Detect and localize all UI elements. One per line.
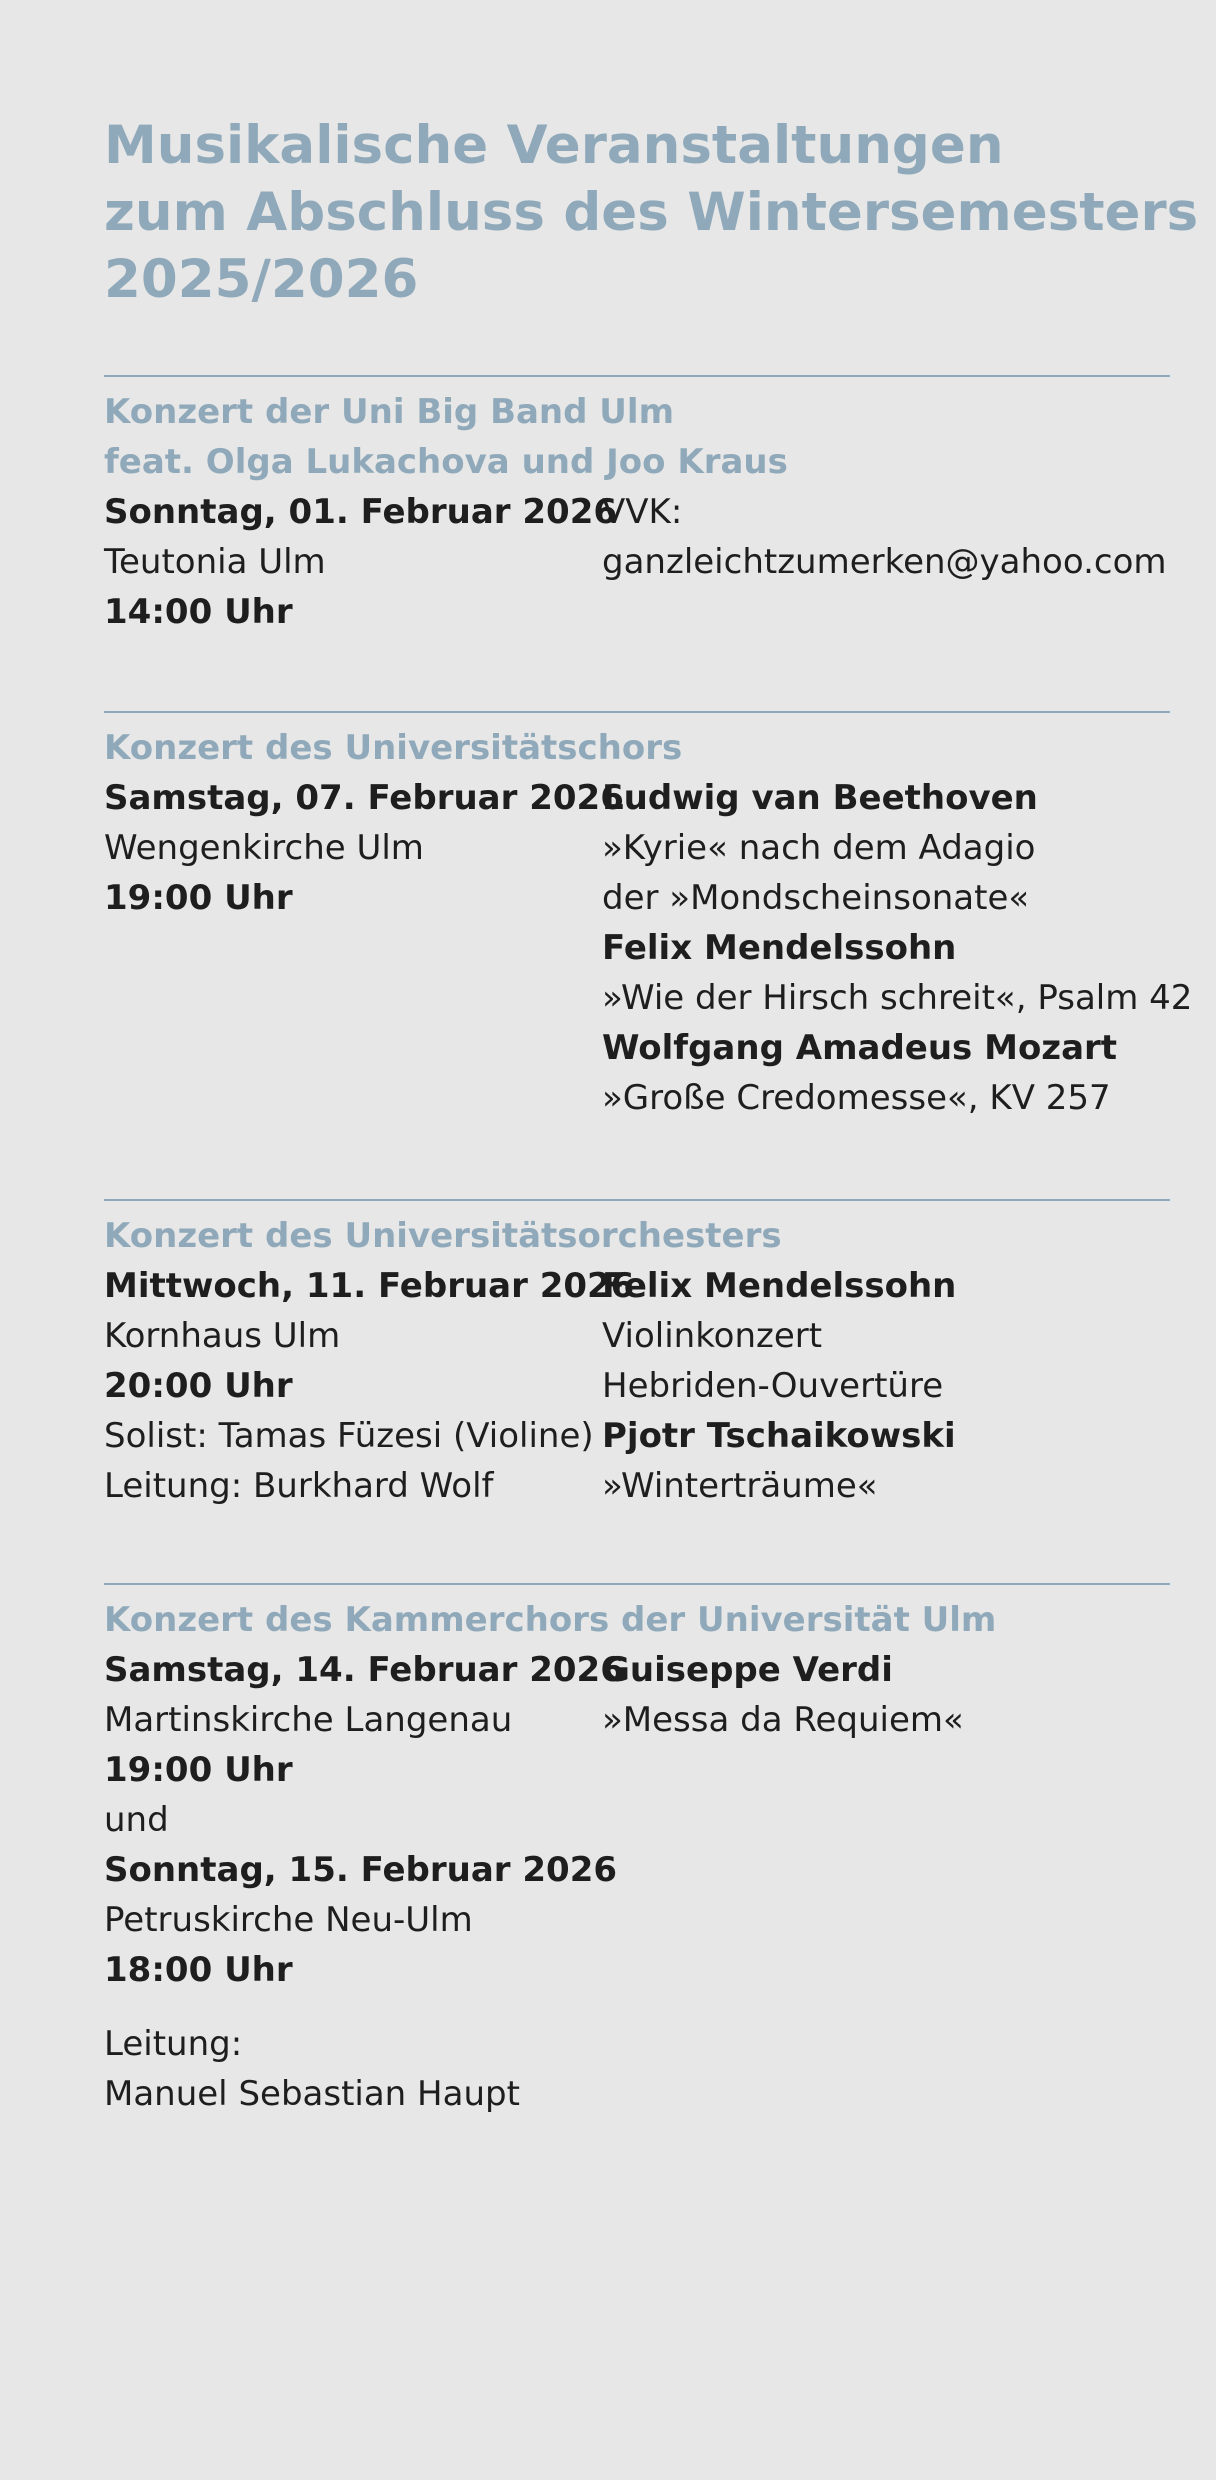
event-heading [104, 387, 1170, 487]
work: »Kyrie« nach dem Adagio [602, 828, 1036, 868]
event-time: 19:00 Uhr [104, 878, 293, 918]
event-venue: Teutonia Ulm [104, 542, 326, 582]
event-venue: Wengenkirche Ulm [104, 828, 424, 868]
page-title [104, 112, 1199, 313]
event-details [104, 487, 618, 637]
event-venue: Martinskirche Langenau [104, 1700, 513, 1740]
composer: Ludwig van Beethoven [602, 778, 1038, 818]
event-time: 19:00 Uhr [104, 1750, 293, 1790]
conductor-name: Manuel Sebastian Haupt [104, 2074, 520, 2114]
event-heading [104, 1211, 1170, 1261]
event-heading [104, 723, 1170, 773]
event-time: 20:00 Uhr [104, 1366, 293, 1406]
heading-line: Konzert des Universitätschors [104, 728, 683, 768]
heading-line: Konzert der Uni Big Band Ulm [104, 392, 674, 432]
heading-line: Konzert des Kammerchors der Universität Ulm [104, 1600, 997, 1640]
spacer [104, 1995, 602, 2019]
heading-line: feat. Olga Lukachova und Joo Kraus [104, 442, 788, 482]
event-date: Samstag, 07. Februar 2026 [104, 778, 624, 818]
composer: Wolfgang Amadeus Mozart [602, 1028, 1118, 1068]
presale-email: ganzleichtzumerken@yahoo.com [602, 542, 1167, 582]
work: Violinkonzert [602, 1316, 823, 1356]
work: Hebriden-Ouvertüre [602, 1366, 944, 1406]
work: »Messa da Requiem« [602, 1700, 964, 1740]
event-date: Mittwoch, 11. Februar 2026 [104, 1266, 635, 1306]
event-time: 18:00 Uhr [104, 1950, 293, 1990]
event-venue: Kornhaus Ulm [104, 1316, 341, 1356]
event-details [104, 773, 624, 1123]
work: »Winterträume« [602, 1466, 878, 1506]
event-chamber-choir [104, 1583, 1170, 2119]
presale-label: VVK: [602, 492, 683, 532]
title-line: 2025/2026 [104, 249, 419, 310]
composer: Felix Mendelssohn [602, 928, 957, 968]
work: »Große Credomesse«, KV 257 [602, 1078, 1111, 1118]
event-date: Sonntag, 01. Februar 2026 [104, 492, 618, 532]
event-time: 14:00 Uhr [104, 592, 293, 632]
conductor-label: Leitung: [104, 2024, 243, 2064]
event-details [104, 1261, 635, 1511]
composer: Felix Mendelssohn [602, 1266, 957, 1306]
event-program [602, 773, 1192, 1123]
event-date: Sonntag, 15. Februar 2026 [104, 1850, 618, 1890]
title-line: Musikalische Veranstaltungen [104, 115, 1004, 176]
event-university-choir [104, 711, 1193, 1123]
event-heading [104, 1595, 1170, 1645]
conductor: Leitung: Burkhard Wolf [104, 1466, 494, 1506]
event-program [602, 1261, 1170, 1511]
work: »Wie der Hirsch schreit«, Psalm 42 [602, 978, 1193, 1018]
event-big-band [104, 375, 1170, 637]
heading-line: Konzert des Universitätsorchesters [104, 1216, 782, 1256]
event-university-orchestra [104, 1199, 1170, 1511]
title-line: zum Abschluss des Wintersemesters [104, 182, 1199, 243]
composer: Pjotr Tschaikowski [602, 1416, 956, 1456]
work: der »Mondscheinsonate« [602, 878, 1030, 918]
event-program [602, 487, 1170, 637]
event-venue: Petruskirche Neu-Ulm [104, 1900, 473, 1940]
event-date: Samstag, 14. Februar 2026 [104, 1650, 624, 1690]
soloist: Solist: Tamas Füzesi (Violine) [104, 1416, 594, 1456]
event-details [104, 1645, 624, 2119]
composer: Guiseppe Verdi [602, 1650, 893, 1690]
event-program [602, 1645, 1170, 2119]
connector-text: und [104, 1800, 169, 1840]
